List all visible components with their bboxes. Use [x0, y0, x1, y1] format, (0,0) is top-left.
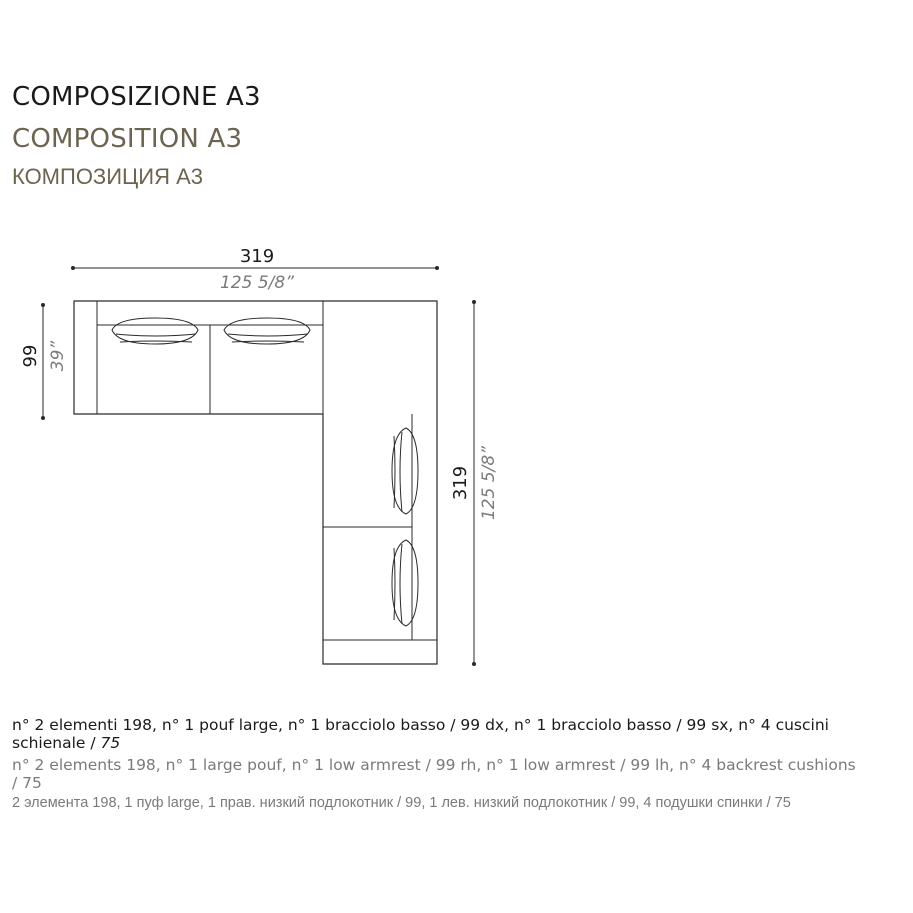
dimension-top-in: 125 5/8” — [219, 273, 295, 293]
description-italian — [12, 716, 912, 752]
backrest-cushion-right-1 — [392, 428, 418, 514]
description-italian-line1: n° 2 elementi 198, n° 1 pouf large, n° 1 bracciolo basso / 99 dx, n° 1 bracciolo basso / 99 sx, n° 4 cuscini — [12, 716, 829, 734]
backrest-cushion-top-1 — [112, 318, 198, 344]
dimension-right-in: 125 5/8” — [479, 445, 499, 521]
dimension-top-cm: 319 — [239, 246, 275, 267]
description-russian: 2 элемента 198, 1 пуф large, 1 прав. низкий подлокотник / 99, 1 лев. низкий подлокотник / 99, 4 подушки спинки / 75 — [12, 795, 791, 811]
description-english — [12, 756, 912, 792]
dimension-left-in: 39” — [48, 340, 68, 372]
backrest-cushion-right-2 — [392, 540, 418, 626]
dimension-left — [20, 303, 68, 420]
description-english-line2: / 75 — [12, 774, 42, 792]
dimension-top — [71, 246, 439, 293]
dimension-right-cm: 319 — [450, 465, 471, 501]
sofa-outline — [74, 301, 437, 664]
title-russian: КОМПОЗИЦИЯ A3 — [12, 164, 204, 189]
title-english: COMPOSITION A3 — [12, 124, 243, 154]
dimension-left-cm: 99 — [20, 344, 41, 368]
description-english-line1: n° 2 elements 198, n° 1 large pouf, n° 1 low armrest / 99 rh, n° 1 low armrest / 99 lh, n° 4 backrest cushions — [12, 756, 856, 774]
description-italian-line2-b: 75 — [100, 734, 121, 752]
dimension-right — [450, 300, 499, 666]
backrest-cushion-top-2 — [224, 318, 310, 344]
description-italian-line2-a: schienale / — [12, 734, 101, 752]
title-italian: COMPOSIZIONE A3 — [12, 82, 261, 112]
description-italian-line2 — [12, 734, 912, 752]
